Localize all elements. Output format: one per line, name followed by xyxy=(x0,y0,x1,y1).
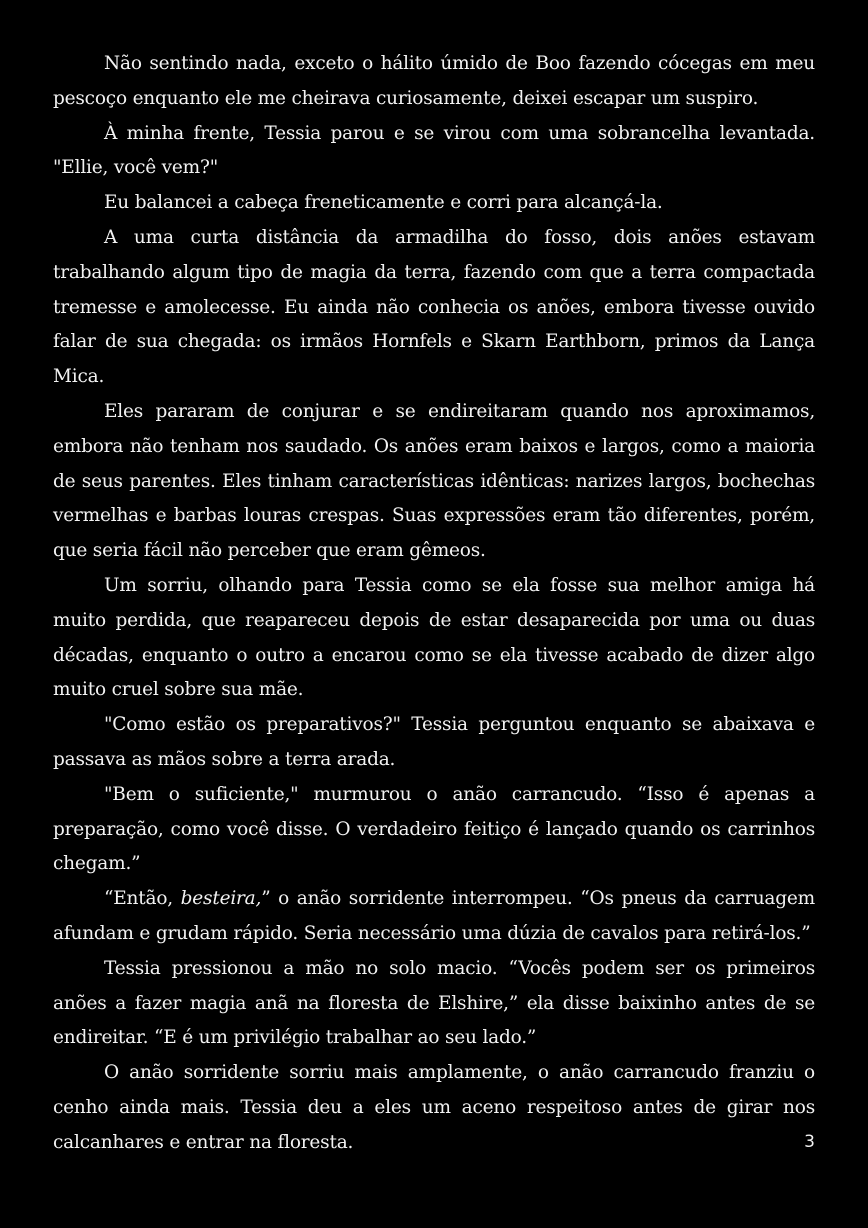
page-number: 3 xyxy=(804,1132,815,1152)
paragraph: Tessia pressionou a mão no solo macio. “Vocês podem ser os primeiros anões a fazer magia anã na floresta de Elshire,” ela disse baixinho antes de se endireitar. “E é um privilégio trabalhar ao seu lado.” xyxy=(53,957,815,1049)
paragraph: "Bem o suficiente," murmurou o anão carrancudo. “Isso é apenas a preparação, como você disse. O verdadeiro feitiço é lançado quando os carrinhos chegam.” xyxy=(53,783,815,875)
paragraph: Eles pararam de conjurar e se endireitaram quando nos aproximamos, embora não tenham nos saudado. Os anões eram baixos e largos, como a maioria de seus parentes. Eles tinham características idênticas: narizes largos, bochechas vermelhas e barbas louras crespas. Suas expressões eram tão diferentes, porém, que seria fácil não perceber que eram gêmeos. xyxy=(53,400,815,562)
paragraph xyxy=(53,882,815,952)
paragraph-text: ” o anão sorridente interrompeu. “Os pneus da carruagem afundam e grudam rápido. Seria necessário uma dúzia de cavalos para retirá-los.” xyxy=(53,888,815,944)
page-body xyxy=(53,47,815,1161)
paragraph: À minha frente, Tessia parou e se virou com uma sobrancelha levantada. "Ellie, você vem?" xyxy=(53,122,815,179)
paragraph-text: “Então, xyxy=(104,888,181,910)
paragraph: Eu balancei a cabeça freneticamente e corri para alcançá-la. xyxy=(104,192,663,214)
italic-word: besteira, xyxy=(180,888,262,910)
paragraph: A uma curta distância da armadilha do fosso, dois anões estavam trabalhando algum tipo de magia da terra, fazendo com que a terra compactada tremesse e amolecesse. Eu ainda não conhecia os anões, embora tivesse ouvido falar de sua chegada: os irmãos Hornfels e Skarn Earthborn, primos da Lança Mica. xyxy=(53,226,815,388)
paragraph: Um sorriu, olhando para Tessia como se ela fosse sua melhor amiga há muito perdida, que reapareceu depois de estar desaparecida por uma ou duas décadas, enquanto o outro a encarou como se ela tivesse acabado de dizer algo muito cruel sobre sua mãe. xyxy=(53,574,815,701)
paragraph: "Como estão os preparativos?" Tessia perguntou enquanto se abaixava e passava as mãos sobre a terra arada. xyxy=(53,714,815,770)
paragraph: Não sentindo nada, exceto o hálito úmido de Boo fazendo cócegas em meu pescoço enquanto ele me cheirava curiosamente, deixei escapar um suspiro. xyxy=(53,53,815,109)
paragraph: O anão sorridente sorriu mais amplamente, o anão carrancudo franziu o cenho ainda mais. Tessia deu a eles um aceno respeitoso antes de girar nos calcanhares e entrar na floresta. xyxy=(53,1062,815,1153)
